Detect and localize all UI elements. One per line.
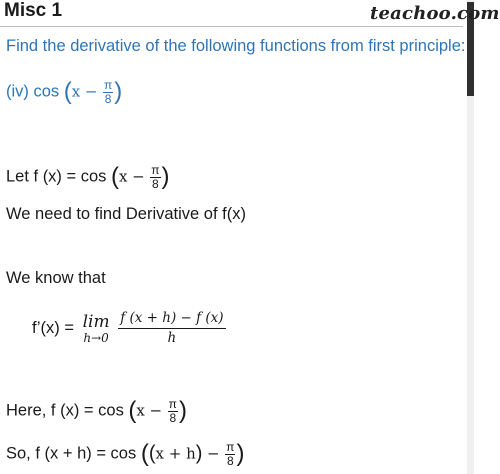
pi-over-8-fraction xyxy=(225,441,235,468)
close-paren: ) xyxy=(114,78,123,105)
question-part xyxy=(6,78,122,106)
open-paren: ( xyxy=(128,397,137,424)
pi-over-8-fraction xyxy=(168,398,178,425)
x-plus-h: x + h xyxy=(155,444,196,463)
page-heading: Misc 1 xyxy=(4,0,63,21)
inner-close-paren: ) xyxy=(195,442,203,465)
so-f-line xyxy=(6,440,244,468)
brand-logo: teachoo.com xyxy=(370,3,500,24)
open-paren: ( xyxy=(63,78,72,105)
lim-text: lim xyxy=(82,311,110,332)
fprime-label: f’(x) = xyxy=(32,319,75,337)
difference-quotient xyxy=(118,310,225,347)
let-f-label: Let f (x) = cos xyxy=(6,167,107,186)
close-paren: ) xyxy=(161,163,170,190)
minus-sign: − xyxy=(207,444,220,463)
lim-subscript: h→0 xyxy=(83,330,109,345)
derivative-definition xyxy=(32,310,226,347)
close-paren: ) xyxy=(178,397,187,424)
let-f-line xyxy=(6,163,170,191)
fraction-numerator: π xyxy=(168,396,177,411)
inner-open-paren: ( xyxy=(148,442,156,465)
fraction-numerator: π xyxy=(104,77,113,92)
header-divider xyxy=(0,26,463,27)
minus-sign: − xyxy=(84,82,98,101)
limit-operator xyxy=(83,313,110,345)
scrollbar[interactable] xyxy=(467,0,474,474)
fraction-numerator: π xyxy=(151,162,160,177)
here-f-label: Here, f (x) = cos xyxy=(6,401,124,420)
here-f-line xyxy=(6,397,187,425)
arg-x: x xyxy=(119,167,128,186)
fraction-denominator: 8 xyxy=(226,453,234,468)
pi-over-8-fraction xyxy=(150,164,160,191)
we-know-line: We know that xyxy=(6,269,106,287)
close-paren: ) xyxy=(236,440,245,467)
pi-over-8-fraction xyxy=(103,79,113,106)
open-paren: ( xyxy=(111,163,120,190)
difference-quotient-numerator: f (x + h) − f (x) xyxy=(120,310,224,326)
minus-sign: − xyxy=(149,401,163,420)
fraction-numerator: π xyxy=(226,439,235,454)
open-paren: ( xyxy=(140,440,149,467)
fraction-denominator: 8 xyxy=(152,176,159,191)
so-f-label: So, f (x + h) = cos xyxy=(6,444,137,463)
fraction-denominator: 8 xyxy=(169,410,177,425)
need-derivative-line: We need to find Derivative of f(x) xyxy=(6,205,246,223)
question-prompt: Find the derivative of the following functions from first principle: xyxy=(6,37,466,55)
arg-x: x xyxy=(136,401,145,420)
fraction-denominator: 8 xyxy=(104,91,112,106)
minus-sign: − xyxy=(132,167,145,186)
question-part-label: (iv) cos xyxy=(6,82,60,101)
arg-x: x xyxy=(71,82,81,101)
difference-quotient-denominator: h xyxy=(118,328,225,347)
